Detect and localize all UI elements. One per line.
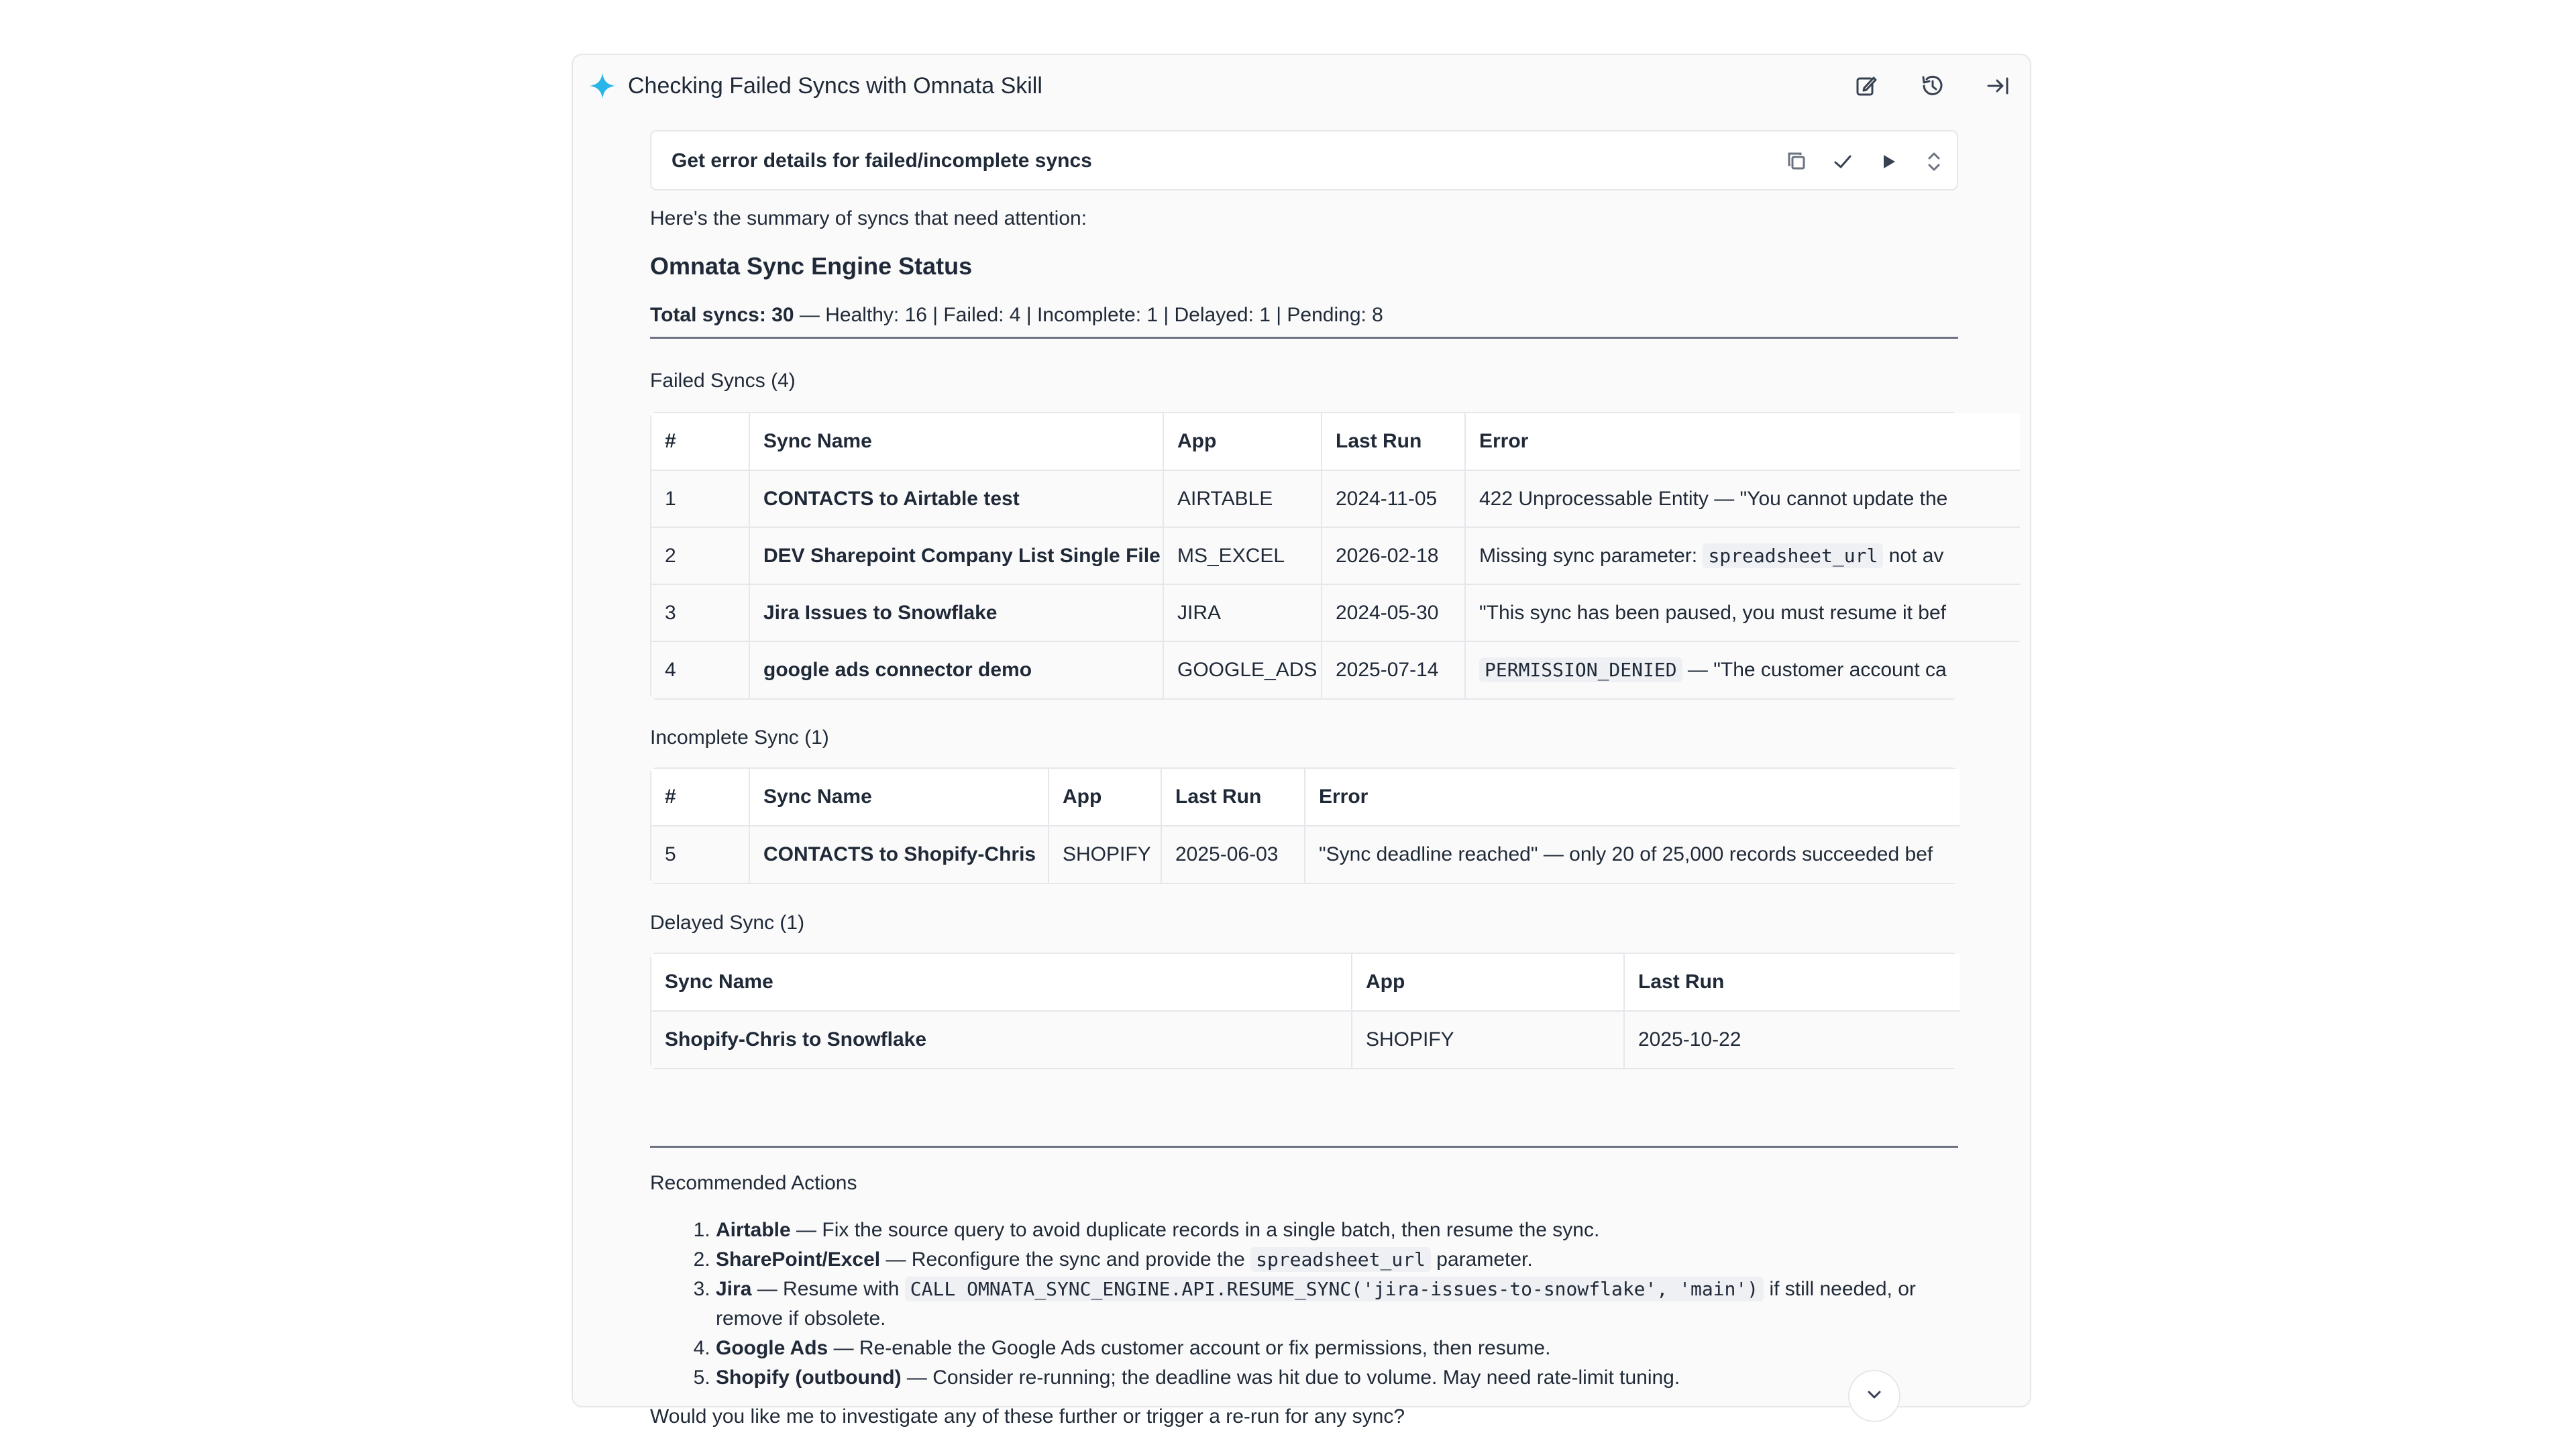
sync-app: SHOPIFY: [1352, 1011, 1624, 1068]
scroll-to-bottom-button[interactable]: [1848, 1370, 1900, 1422]
column-header: Last Run: [1322, 413, 1465, 470]
table-header-row: [651, 769, 1960, 826]
check-icon[interactable]: [1828, 147, 1858, 176]
chevron-down-icon: [1862, 1383, 1886, 1410]
column-header: App: [1049, 769, 1161, 826]
expand-icon[interactable]: [1919, 147, 1949, 176]
play-icon[interactable]: [1874, 147, 1903, 176]
table-row: [651, 470, 2020, 527]
failed-syncs-table: [650, 412, 1958, 700]
table-header-row: [651, 413, 2020, 470]
error-code: PERMISSION_DENIED: [1479, 657, 1682, 682]
sync-last-run: 2024-11-05: [1322, 470, 1465, 527]
action-text: — Consider re-running; the deadline was hit due to volume. May need rate-limit tuning.: [901, 1366, 1680, 1389]
action-text: — Reconfigure the sync and provide the: [880, 1248, 1251, 1271]
sync-last-run: 2025-07-14: [1322, 641, 1465, 698]
error-code: spreadsheet_url: [1703, 543, 1883, 568]
action-target: Jira: [716, 1278, 752, 1300]
closing-question: Would you like me to investigate any of these further or trigger a re-run for any sync?: [650, 1405, 1405, 1428]
sync-last-run: 2025-10-22: [1624, 1011, 1960, 1068]
action-target: Google Ads: [716, 1337, 828, 1359]
sync-error: "Sync deadline reached" — only 20 of 25,000 records succeeded bef: [1305, 826, 1960, 883]
divider: [650, 337, 1958, 339]
list-item: [716, 1334, 1958, 1363]
list-item: [716, 1216, 1958, 1245]
tool-call-label: Get error details for failed/incomplete syncs: [672, 150, 1092, 172]
sync-last-run: 2025-06-03: [1161, 826, 1305, 883]
sync-app: SHOPIFY: [1049, 826, 1161, 883]
column-header: Sync Name: [749, 413, 1163, 470]
totals-label: Total syncs: 30: [650, 304, 794, 326]
collapse-panel-icon[interactable]: [1983, 71, 2012, 101]
row-number: 5: [651, 826, 749, 883]
sync-error: [1465, 527, 2020, 584]
sync-app: AIRTABLE: [1163, 470, 1322, 527]
table-row: [651, 641, 2020, 698]
sync-error: 422 Unprocessable Entity — "You cannot update the: [1465, 470, 2020, 527]
table-row: [651, 527, 2020, 584]
column-header: Error: [1305, 769, 1960, 826]
sparkle-icon: [588, 71, 617, 101]
recommended-actions-list: [650, 1216, 1958, 1393]
status-heading: Omnata Sync Engine Status: [650, 252, 973, 280]
row-number: 2: [651, 527, 749, 584]
sync-app: JIRA: [1163, 584, 1322, 641]
column-header: Error: [1465, 413, 2020, 470]
delayed-syncs-title: Delayed Sync (1): [650, 912, 805, 934]
action-text: — Re-enable the Google Ads customer account or fix permissions, then resume.: [828, 1337, 1551, 1359]
sync-name: DEV Sharepoint Company List Single File: [749, 527, 1163, 584]
column-header: Last Run: [1624, 954, 1960, 1011]
chat-panel: [572, 54, 2031, 1428]
sync-error: "This sync has been paused, you must resume it bef: [1465, 584, 2020, 641]
row-number: 4: [651, 641, 749, 698]
action-target: Shopify (outbound): [716, 1366, 902, 1389]
error-text: not av: [1883, 544, 1944, 567]
chat-title: Checking Failed Syncs with Omnata Skill: [628, 73, 1042, 99]
edit-icon[interactable]: [1851, 71, 1881, 101]
row-number: 1: [651, 470, 749, 527]
column-header: Last Run: [1161, 769, 1305, 826]
error-text: Missing sync parameter:: [1479, 544, 1703, 567]
action-target: Airtable: [716, 1219, 791, 1241]
table-header-row: [651, 954, 1960, 1011]
panel-header: [573, 55, 2030, 117]
totals-summary: [650, 301, 1383, 330]
inline-code: spreadsheet_url: [1250, 1247, 1431, 1272]
column-header: App: [1352, 954, 1624, 1011]
column-header: App: [1163, 413, 1322, 470]
list-item: [716, 1363, 1958, 1393]
incomplete-syncs-table: [650, 767, 1958, 884]
inline-code: CALL OMNATA_SYNC_ENGINE.API.RESUME_SYNC('jira-issues-to-snowflake', 'main'): [905, 1277, 1764, 1301]
message-content: [650, 130, 1958, 1428]
action-text: if still needed, or remove if obsolete.: [716, 1278, 1916, 1330]
sync-last-run: 2024-05-30: [1322, 584, 1465, 641]
column-header: Sync Name: [749, 769, 1049, 826]
action-target: SharePoint/Excel: [716, 1248, 881, 1271]
sync-name: Shopify-Chris to Snowflake: [651, 1011, 1352, 1068]
column-header: #: [651, 769, 749, 826]
action-text: — Fix the source query to avoid duplicate records in a single batch, then resume the sync.: [790, 1219, 1600, 1241]
copy-icon[interactable]: [1782, 147, 1812, 176]
history-icon[interactable]: [1917, 71, 1947, 101]
action-text: parameter.: [1430, 1248, 1533, 1271]
sync-error: [1465, 641, 2020, 698]
sync-app: GOOGLE_ADS: [1163, 641, 1322, 698]
sync-name: CONTACTS to Airtable test: [749, 470, 1163, 527]
totals-breakdown: — Healthy: 16 | Failed: 4 | Incomplete: 1 | Delayed: 1 | Pending: 8: [794, 304, 1383, 326]
table-row: [651, 1011, 1960, 1068]
failed-syncs-title: Failed Syncs (4): [650, 370, 796, 392]
list-item: [716, 1245, 1958, 1275]
list-item: [716, 1275, 1958, 1334]
sync-name: google ads connector demo: [749, 641, 1163, 698]
tool-call-card[interactable]: [650, 130, 1958, 191]
row-number: 3: [651, 584, 749, 641]
sync-app: MS_EXCEL: [1163, 527, 1322, 584]
action-text: — Resume with: [751, 1278, 905, 1300]
intro-text: Here's the summary of syncs that need attention:: [650, 207, 1087, 229]
delayed-syncs-table: [650, 953, 1958, 1069]
sync-name: Jira Issues to Snowflake: [749, 584, 1163, 641]
recommended-actions-title: Recommended Actions: [650, 1172, 857, 1194]
table-row: [651, 584, 2020, 641]
error-text: — "The customer account ca: [1682, 659, 1947, 681]
sync-name: CONTACTS to Shopify-Chris: [749, 826, 1049, 883]
column-header: Sync Name: [651, 954, 1352, 1011]
incomplete-syncs-title: Incomplete Sync (1): [650, 727, 829, 749]
sync-last-run: 2026-02-18: [1322, 527, 1465, 584]
divider: [650, 1146, 1958, 1148]
column-header: #: [651, 413, 749, 470]
table-row: [651, 826, 1960, 883]
